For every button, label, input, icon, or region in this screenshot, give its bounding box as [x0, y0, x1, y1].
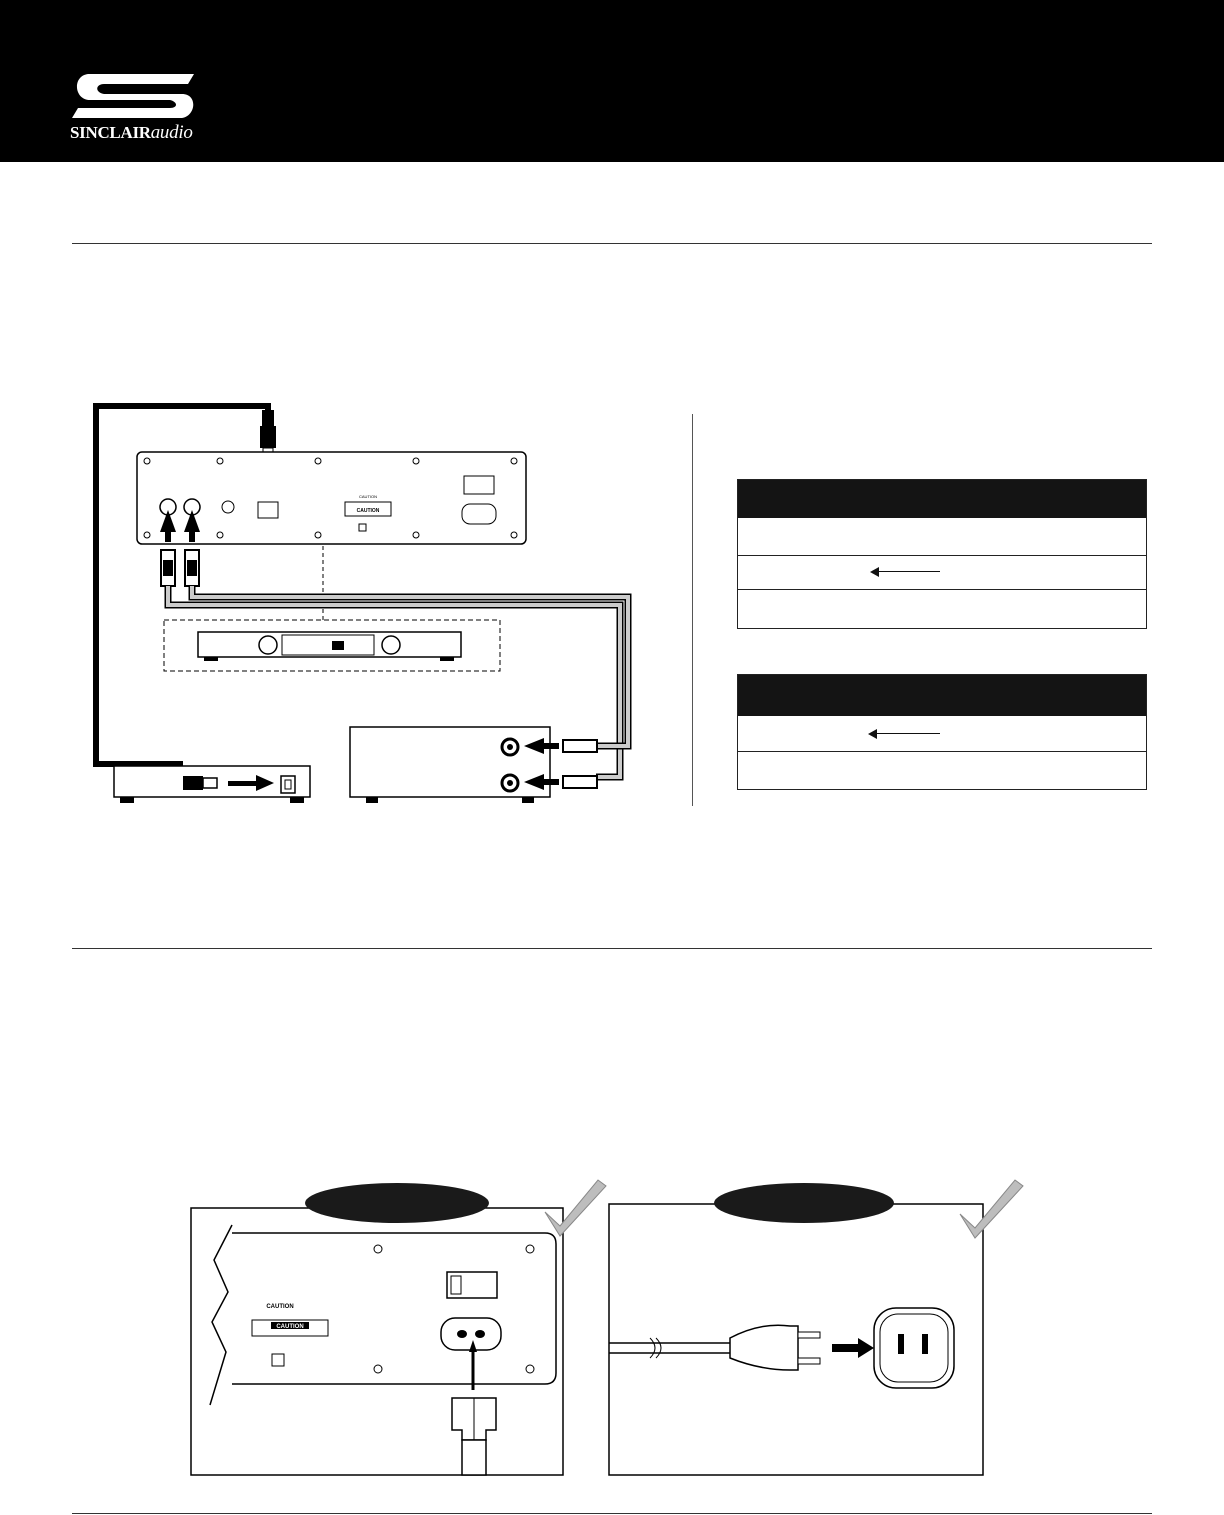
table-row [738, 716, 1146, 751]
section-divider-1 [72, 243, 1152, 244]
left-arrow-icon [870, 566, 940, 578]
table-1-header [738, 480, 1146, 518]
table-row [738, 589, 1146, 628]
brand-suffix: audio [150, 122, 193, 143]
table-2-header [738, 675, 1146, 716]
header-bar [0, 0, 1224, 162]
soundbar-illustration [198, 632, 461, 661]
wall-outlet-illustration [600, 1170, 1040, 1480]
brand-wordmark [70, 122, 193, 144]
panel-caution-badge: CAUTION [356, 508, 380, 514]
audio-source-device [350, 727, 550, 803]
section-divider-3 [72, 1513, 1152, 1514]
connection-diagram [0, 390, 690, 820]
panel-caution-title-2: CAUTION [266, 1304, 294, 1310]
power-inlet-illustration [180, 1170, 620, 1480]
table-row [738, 751, 1146, 789]
info-table-1 [737, 479, 1147, 629]
panel-caution-title: CAUTION [359, 494, 377, 499]
diagram-separator [692, 414, 693, 806]
panel-caution-badge-2: CAUTION [276, 1324, 304, 1330]
info-table-2 [737, 674, 1147, 790]
section-divider-2 [72, 948, 1152, 949]
left-arrow-icon [868, 728, 940, 740]
table-row [738, 518, 1146, 555]
table-row [738, 555, 1146, 589]
brand-name: SINCLAIR [70, 123, 151, 142]
